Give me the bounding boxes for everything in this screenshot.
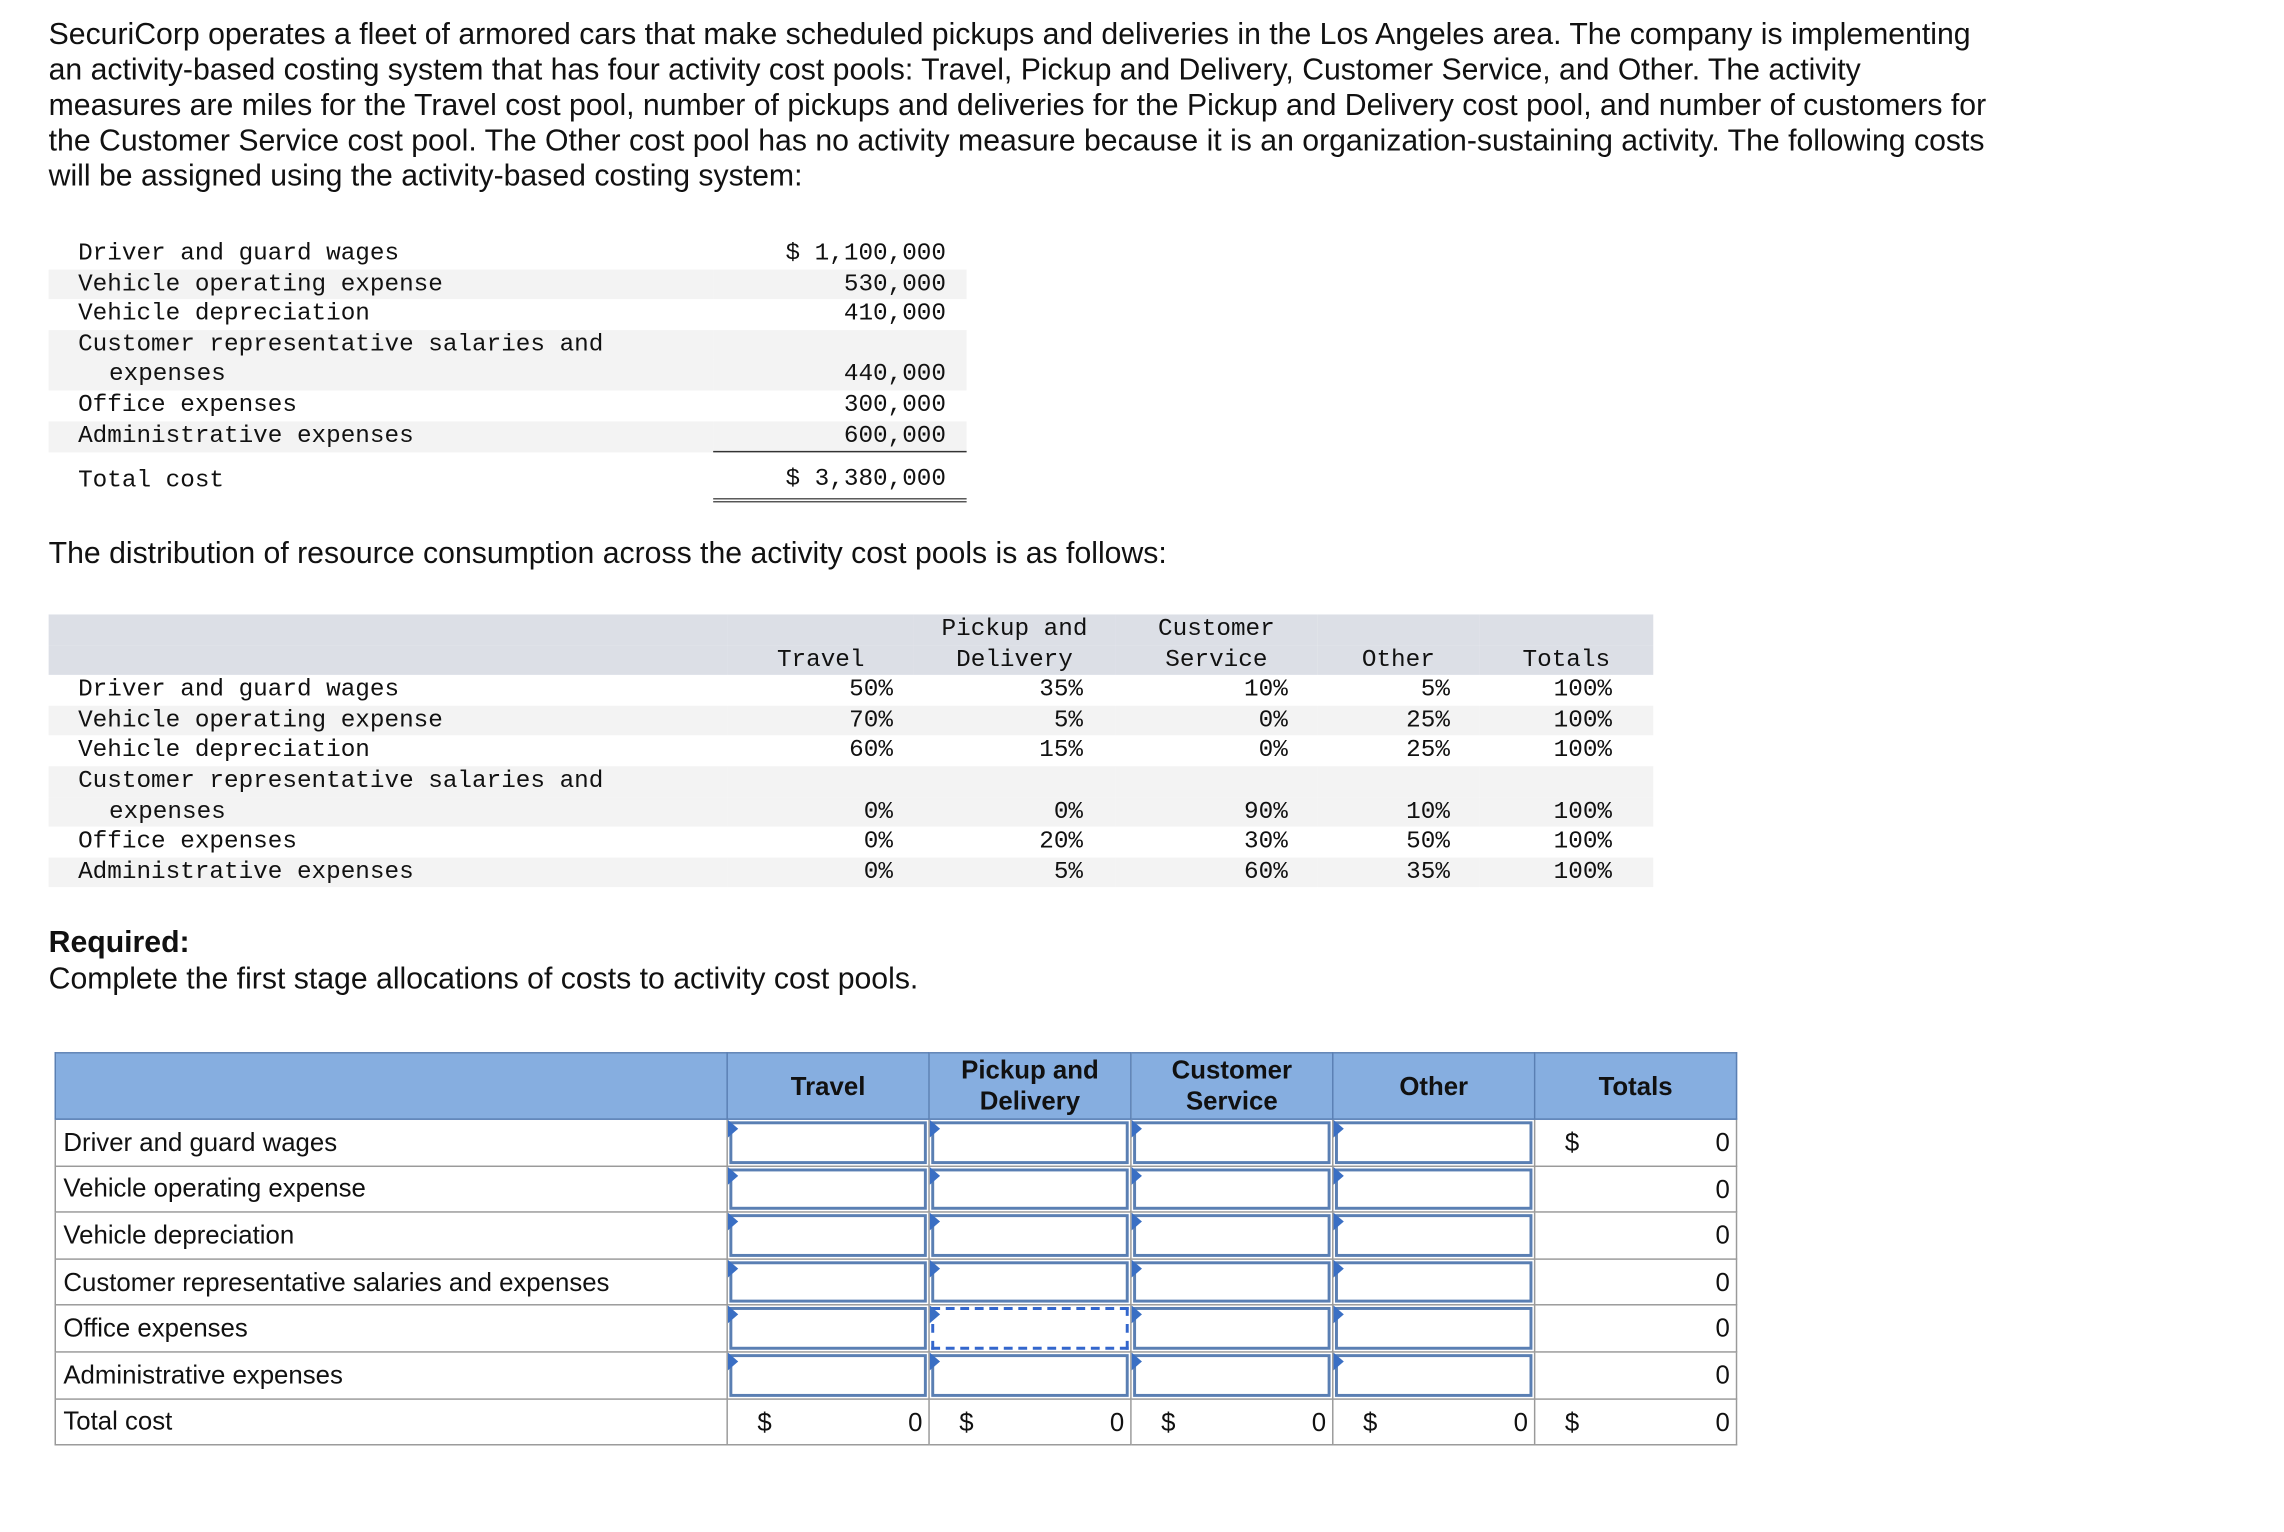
answer-header-pickup-line1: Pickup and <box>961 1055 1099 1085</box>
distribution-value: 25% <box>1406 735 1450 764</box>
distribution-intro: The distribution of resource consumption across the activity cost pools is as follows: <box>48 536 1167 571</box>
answer-header-row <box>55 1053 1736 1119</box>
answer-header-other: Other <box>1333 1053 1535 1119</box>
answer-header-customer-line2: Service <box>1185 1085 1278 1116</box>
distribution-value: 0% <box>1115 705 1317 735</box>
answer-row <box>55 1212 1736 1259</box>
answer-header-totals: Totals <box>1535 1053 1737 1119</box>
cost-table <box>49 239 967 503</box>
distribution-value: 10% <box>1244 675 1288 704</box>
pickup-total-cell <box>929 1398 1131 1445</box>
distribution-header-blank <box>728 614 914 644</box>
distribution-value: 5% <box>1420 675 1450 704</box>
grand-total-cell <box>1535 1398 1737 1445</box>
pickup-input[interactable] <box>931 1214 1128 1256</box>
distribution-value: 60% <box>849 735 893 764</box>
other-input-cell[interactable] <box>1333 1259 1535 1306</box>
other-input-cell[interactable] <box>1333 1119 1535 1166</box>
row-total-cell <box>1535 1352 1737 1399</box>
travel-input-cell[interactable] <box>727 1352 929 1399</box>
distribution-header-blank <box>49 645 728 675</box>
distribution-value: 35% <box>1039 675 1084 704</box>
distribution-row <box>49 736 1654 766</box>
row-total-value: 0 <box>1715 1359 1730 1390</box>
pickup-input-focused[interactable] <box>931 1308 1128 1350</box>
distribution-header-row-2 <box>49 645 1654 675</box>
cost-row <box>49 360 967 390</box>
other-input[interactable] <box>1335 1261 1532 1303</box>
distribution-value: 25% <box>1317 705 1479 735</box>
distribution-row <box>49 705 1654 735</box>
cost-amount: 440,000 <box>713 360 966 390</box>
distribution-value: 100% <box>1479 797 1653 827</box>
distribution-header-delivery: Delivery <box>914 645 1116 675</box>
distribution-value: 50% <box>849 675 893 704</box>
distribution-header-blank <box>1479 614 1653 644</box>
pickup-input-cell[interactable] <box>929 1305 1131 1352</box>
input-marker-icon <box>930 1260 940 1278</box>
cost-total-label: Total cost <box>78 465 225 494</box>
distribution-value: 0% <box>863 826 893 855</box>
distribution-value: 35% <box>1317 857 1479 887</box>
distribution-label-continued: expenses <box>49 797 728 827</box>
travel-total-cell <box>727 1398 929 1445</box>
other-input[interactable] <box>1335 1121 1532 1163</box>
distribution-value: 50% <box>1406 826 1450 855</box>
input-marker-icon <box>728 1166 738 1184</box>
other-total-cell <box>1333 1398 1535 1445</box>
distribution-header-pickup: Pickup and <box>914 614 1116 644</box>
pickup-input-cell[interactable] <box>929 1119 1131 1166</box>
answer-total-row <box>55 1398 1736 1445</box>
answer-row-label: Office expenses <box>55 1305 727 1352</box>
row-total-cell <box>1535 1119 1737 1166</box>
input-marker-icon <box>1334 1353 1344 1371</box>
row-total-cell <box>1535 1305 1737 1352</box>
input-marker-icon <box>1132 1166 1142 1184</box>
cost-row <box>49 330 967 360</box>
travel-input[interactable] <box>729 1214 926 1256</box>
travel-input[interactable] <box>729 1354 926 1396</box>
distribution-header-blank <box>1317 614 1479 644</box>
distribution-label: Administrative expenses <box>49 857 728 887</box>
distribution-label: Vehicle depreciation <box>78 735 370 764</box>
customer-input-cell[interactable] <box>1131 1352 1333 1399</box>
other-input-cell[interactable] <box>1333 1352 1535 1399</box>
dollar-sign: $ <box>757 1406 772 1437</box>
customer-input-cell[interactable] <box>1131 1305 1333 1352</box>
distribution-header-travel: Travel <box>728 645 914 675</box>
cost-label: Administrative expenses <box>49 421 714 452</box>
row-total-value: 0 <box>1715 1220 1730 1250</box>
distribution-value: 0% <box>914 797 1116 827</box>
other-total-value: 0 <box>1513 1406 1529 1437</box>
distribution-header-other: Other <box>1317 645 1479 675</box>
answer-header-pickup <box>929 1053 1131 1119</box>
row-total-value: 0 <box>1715 1266 1730 1297</box>
dollar-sign: $ <box>1564 1406 1580 1437</box>
pickup-input[interactable] <box>931 1168 1128 1210</box>
other-input[interactable] <box>1335 1168 1532 1210</box>
cost-label: Office expenses <box>78 390 297 419</box>
cost-amount: 600,000 <box>713 421 966 452</box>
dollar-sign: $ <box>1161 1406 1176 1437</box>
cost-label: Vehicle operating expense <box>49 269 714 299</box>
cost-amount: $ 1,100,000 <box>785 238 946 267</box>
input-marker-icon <box>1132 1306 1142 1324</box>
distribution-value: 15% <box>1039 735 1084 764</box>
cost-amount-blank <box>713 330 966 360</box>
travel-total-value: 0 <box>908 1406 923 1437</box>
pickup-input[interactable] <box>931 1354 1128 1396</box>
travel-input[interactable] <box>729 1121 926 1163</box>
answer-row <box>55 1119 1736 1166</box>
customer-input[interactable] <box>1133 1354 1330 1396</box>
answer-row-label: Vehicle depreciation <box>55 1212 727 1259</box>
customer-input[interactable] <box>1133 1168 1330 1210</box>
input-marker-icon <box>930 1353 940 1371</box>
customer-input[interactable] <box>1133 1261 1330 1303</box>
cost-label-continued: expenses <box>49 360 714 390</box>
distribution-label: Customer representative salaries and <box>49 766 728 796</box>
customer-input[interactable] <box>1133 1308 1330 1350</box>
input-marker-icon <box>930 1213 940 1231</box>
input-marker-icon <box>1334 1260 1344 1278</box>
distribution-value: 0% <box>1258 735 1288 764</box>
cost-label: Customer representative salaries and <box>49 330 714 360</box>
answer-row-label: Administrative expenses <box>55 1352 727 1399</box>
distribution-header-service: Service <box>1115 645 1317 675</box>
cost-label: Driver and guard wages <box>78 238 400 267</box>
input-marker-icon <box>1334 1166 1344 1184</box>
cost-amount: 530,000 <box>713 269 966 299</box>
other-input-cell[interactable] <box>1333 1212 1535 1259</box>
answer-row <box>55 1305 1736 1352</box>
distribution-value: 100% <box>1553 826 1613 855</box>
distribution-header-totals: Totals <box>1479 645 1653 675</box>
travel-input-cell[interactable] <box>727 1166 929 1213</box>
customer-input[interactable] <box>1133 1121 1330 1163</box>
travel-input-cell[interactable] <box>727 1119 929 1166</box>
required-heading: Required: <box>48 925 190 960</box>
cost-amount: 410,000 <box>843 299 946 328</box>
distribution-row <box>49 797 1654 827</box>
distribution-row <box>49 766 1654 796</box>
distribution-value: 5% <box>914 705 1116 735</box>
answer-header-customer <box>1131 1053 1333 1119</box>
distribution-label: Office expenses <box>78 826 297 855</box>
cost-total-amount: $ 3,380,000 <box>713 452 966 501</box>
distribution-value: 5% <box>914 857 1116 887</box>
input-marker-icon <box>1132 1213 1142 1231</box>
travel-input[interactable] <box>729 1308 926 1350</box>
answer-total-label: Total cost <box>55 1398 727 1445</box>
customer-input-cell[interactable] <box>1131 1259 1333 1306</box>
row-total-cell <box>1535 1259 1737 1306</box>
answer-row <box>55 1352 1736 1399</box>
input-marker-icon <box>728 1120 738 1138</box>
other-input[interactable] <box>1335 1354 1532 1396</box>
pickup-input[interactable] <box>931 1121 1128 1163</box>
travel-input-cell[interactable] <box>727 1259 929 1306</box>
distribution-header-blank <box>49 614 728 644</box>
dollar-sign: $ <box>1362 1406 1378 1437</box>
distribution-value: 60% <box>1115 857 1317 887</box>
row-total-cell <box>1535 1212 1737 1259</box>
input-marker-icon <box>728 1306 738 1324</box>
row-total-cell <box>1535 1166 1737 1213</box>
distribution-table <box>49 614 1654 887</box>
input-marker-icon <box>1334 1213 1344 1231</box>
other-input[interactable] <box>1335 1214 1532 1256</box>
distribution-row <box>49 857 1654 887</box>
distribution-value: 0% <box>728 797 914 827</box>
other-input[interactable] <box>1335 1308 1532 1350</box>
dollar-sign: $ <box>959 1406 974 1437</box>
answer-row <box>55 1259 1736 1306</box>
customer-total-cell <box>1131 1398 1333 1445</box>
pickup-input-cell[interactable] <box>929 1352 1131 1399</box>
cost-row <box>49 269 967 299</box>
intro-paragraph: SecuriCorp operates a fleet of armored cars that make scheduled pickups and deliveries in the Los Angeles area. The company is implementing an activity-based costing system that has four activity cost pools: Travel, Pickup and Delivery, Customer Service, and Other. The activity measures are miles for the Travel cost pool, number of pickups and deliveries for the Pickup and Delivery cost pool, and number of customers for the Customer Service cost pool. The Other cost pool has no activity measure because it is an organization-sustaining activity. The following costs will be assigned using the activity-based costing system: <box>48 17 1987 194</box>
cost-label: Vehicle depreciation <box>78 299 370 328</box>
input-marker-icon <box>1132 1260 1142 1278</box>
distribution-value: 0% <box>728 857 914 887</box>
answer-row-label: Customer representative salaries and expenses <box>55 1259 727 1306</box>
answer-row-label: Vehicle operating expense <box>55 1166 727 1213</box>
answer-header-travel: Travel <box>727 1053 929 1119</box>
input-marker-icon <box>728 1353 738 1371</box>
input-marker-icon <box>930 1166 940 1184</box>
distribution-value: 90% <box>1115 797 1317 827</box>
input-marker-icon <box>930 1306 940 1324</box>
customer-input-cell[interactable] <box>1131 1119 1333 1166</box>
distribution-value: 30% <box>1244 826 1288 855</box>
cost-row <box>49 239 967 269</box>
travel-input-cell[interactable] <box>727 1305 929 1352</box>
grand-total-value: 0 <box>1715 1406 1730 1437</box>
distribution-header-customer: Customer <box>1115 614 1317 644</box>
input-marker-icon <box>1334 1306 1344 1324</box>
row-total-value: 0 <box>1715 1313 1730 1343</box>
distribution-value: 70% <box>728 705 914 735</box>
travel-input[interactable] <box>729 1261 926 1303</box>
customer-input-cell[interactable] <box>1131 1166 1333 1213</box>
pickup-input-cell[interactable] <box>929 1259 1131 1306</box>
distribution-value: 100% <box>1479 857 1653 887</box>
row-total-value: 0 <box>1715 1127 1730 1157</box>
cost-row <box>49 299 967 329</box>
cost-total-row <box>49 452 967 501</box>
customer-input-cell[interactable] <box>1131 1212 1333 1259</box>
customer-input[interactable] <box>1133 1214 1330 1256</box>
distribution-label: Vehicle operating expense <box>49 705 728 735</box>
distribution-header-row-1 <box>49 614 1654 644</box>
pickup-input[interactable] <box>931 1261 1128 1303</box>
pickup-input-cell[interactable] <box>929 1166 1131 1213</box>
input-marker-icon <box>1132 1120 1142 1138</box>
required-text: Complete the first stage allocations of costs to activity cost pools. <box>48 962 919 997</box>
input-marker-icon <box>728 1213 738 1231</box>
answer-row-label: Driver and guard wages <box>55 1119 727 1166</box>
pickup-input-cell[interactable] <box>929 1212 1131 1259</box>
input-marker-icon <box>1132 1353 1142 1371</box>
distribution-value: 100% <box>1553 735 1613 764</box>
distribution-row <box>49 827 1654 857</box>
answer-table <box>55 1052 1738 1446</box>
answer-header-customer-line1: Customer <box>1171 1055 1293 1085</box>
distribution-label: Driver and guard wages <box>78 675 400 704</box>
row-total-value: 0 <box>1715 1173 1730 1204</box>
distribution-value: 10% <box>1317 797 1479 827</box>
answer-row <box>55 1166 1736 1213</box>
distribution-value: 100% <box>1553 675 1613 704</box>
input-marker-icon <box>1334 1120 1344 1138</box>
distribution-row <box>49 675 1654 705</box>
other-input-cell[interactable] <box>1333 1305 1535 1352</box>
input-marker-icon <box>930 1120 940 1138</box>
distribution-value: 20% <box>1039 826 1084 855</box>
input-marker-icon <box>728 1260 738 1278</box>
travel-input-cell[interactable] <box>727 1212 929 1259</box>
answer-header-blank <box>55 1053 727 1119</box>
customer-total-value: 0 <box>1311 1406 1327 1437</box>
other-input-cell[interactable] <box>1333 1166 1535 1213</box>
pickup-total-value: 0 <box>1109 1406 1125 1437</box>
distribution-value: 100% <box>1479 705 1653 735</box>
cost-row <box>49 390 967 420</box>
cost-amount: 300,000 <box>843 390 946 419</box>
answer-header-pickup-line2: Delivery <box>979 1085 1081 1116</box>
dollar-sign: $ <box>1564 1127 1580 1157</box>
travel-input[interactable] <box>729 1168 926 1210</box>
cost-row <box>49 421 967 452</box>
